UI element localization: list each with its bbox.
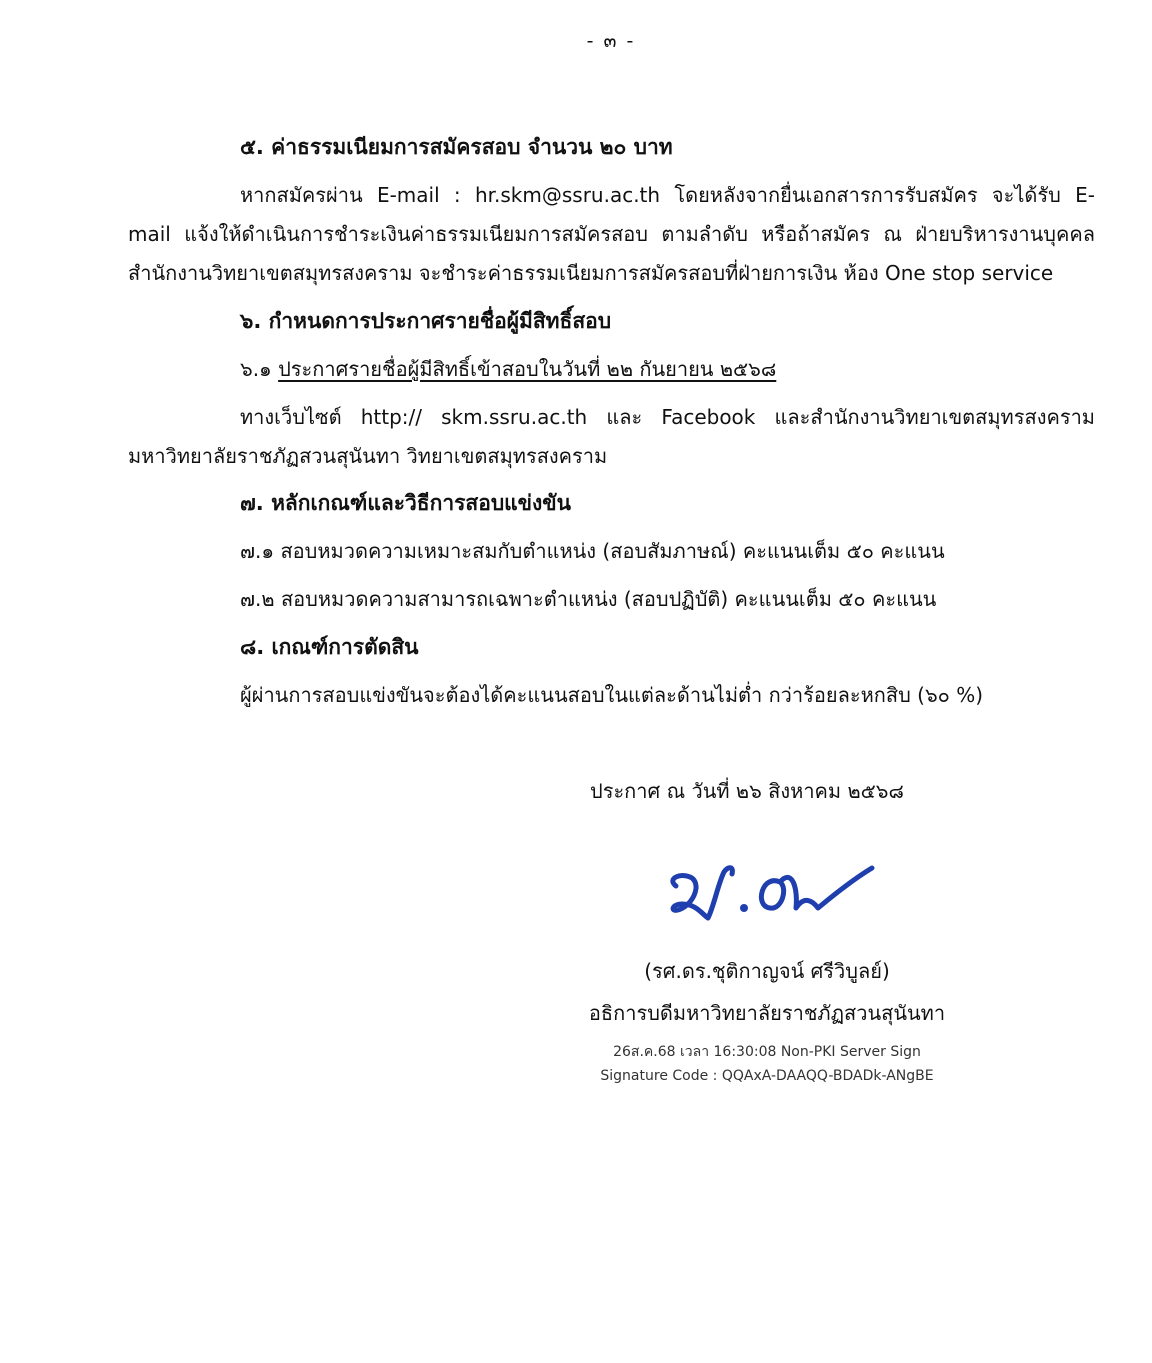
- handwritten-signature: [662, 848, 882, 928]
- section-6-item-1: [240, 353, 776, 385]
- section-8-heading: ๘. เกณฑ์การตัดสิน: [240, 635, 419, 659]
- section-6-line-2: มหาวิทยาลัยราชภัฏสวนสุนันทา วิทยาเขตสมุทรสงคราม: [128, 444, 608, 468]
- section-7-item-1: ๗.๑ สอบหมวดความเหมาะสมกับตำแหน่ง (สอบสัมภาษณ์) คะแนนเต็ม ๕๐ คะแนน: [240, 539, 945, 563]
- signer-title: อธิการบดีมหาวิทยาลัยราชภัฏสวนสุนันทา: [588, 1001, 946, 1025]
- announcement-date: ประกาศ ณ วันที่ ๒๖ สิงหาคม ๒๕๖๘: [590, 779, 904, 803]
- section-6-item-1-text: ประกาศรายชื่อผู้มีสิทธิ์เข้าสอบในวันที่ ๒๒ กันยายน ๒๕๖๘: [278, 357, 777, 381]
- section-5-line-2: mail แจ้งให้ดำเนินการชำระเงินค่าธรรมเนียมการสมัครสอบ ตามลำดับ หรือถ้าสมัคร ณ ฝ่ายบริหารงานบุคคล: [128, 222, 1095, 246]
- page-number: - ๓ -: [586, 30, 636, 52]
- section-6-line-1: ทางเว็บไซต์ http:// skm.ssru.ac.th และ Facebook และสำนักงานวิทยาเขตสมุทรสงคราม: [240, 405, 1095, 429]
- section-7-heading: ๗. หลักเกณฑ์และวิธีการสอบแข่งขัน: [240, 491, 572, 515]
- signer-name: (รศ.ดร.ชุติกาญจน์ ศรีวิบูลย์): [644, 959, 890, 983]
- section-5-line-1: หากสมัครผ่าน E-mail : hr.skm@ssru.ac.th โดยหลังจากยื่นเอกสารการรับสมัคร จะได้รับ E-: [240, 183, 1095, 207]
- sign-timestamp: 26ส.ค.68 เวลา 16:30:08 Non-PKI Server Sign: [613, 1044, 921, 1060]
- section-5-line-3: สำนักงานวิทยาเขตสมุทรสงคราม จะชำระค่าธรรมเนียมการสมัครสอบที่ฝ่ายการเงิน ห้อง One stop service: [128, 261, 1054, 285]
- section-7-item-2: ๗.๒ สอบหมวดความสามารถเฉพาะตำแหน่ง (สอบปฏิบัติ) คะแนนเต็ม ๕๐ คะแนน: [240, 587, 937, 611]
- section-8-line-1: ผู้ผ่านการสอบแข่งขันจะต้องได้คะแนนสอบในแต่ละด้านไม่ต่ำ กว่าร้อยละหกสิบ (๖๐ %): [240, 683, 984, 707]
- section-5-heading: ๕. ค่าธรรมเนียมการสมัครสอบ จำนวน ๒๐ บาท: [240, 135, 673, 159]
- section-6-item-1-number: ๖.๑: [240, 357, 279, 381]
- section-6-heading: ๖. กำหนดการประกาศรายชื่อผู้มีสิทธิ์สอบ: [240, 309, 612, 333]
- signature-code: Signature Code : QQAxA-DAAQQ-BDADk-ANgBE: [600, 1068, 934, 1084]
